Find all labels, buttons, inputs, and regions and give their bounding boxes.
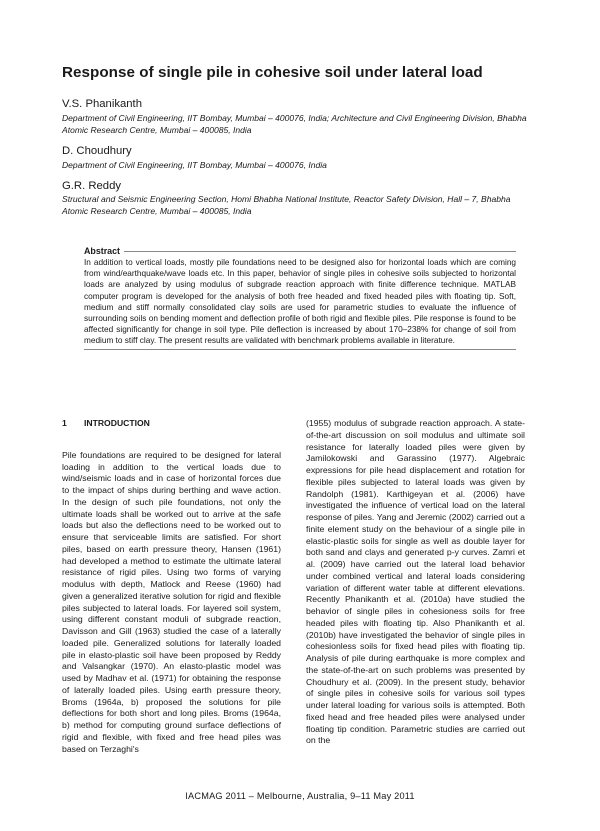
abstract-heading: Abstract <box>84 246 121 256</box>
author-name: G.R. Reddy <box>62 180 122 192</box>
author-affiliation: Department of Civil Engineering, IIT Bombay, Mumbai – 400076, India <box>62 160 327 170</box>
section-heading <box>62 418 281 430</box>
abstract-bottom-rule <box>84 349 516 350</box>
left-column <box>62 416 281 755</box>
author-affiliation: Structural and Seismic Engineering Section, Homi Bhabha National Institute, Reactor Safety Division, Hall – 7, Bhabha Atomic Research Centre, Mumbai – 400085, India <box>62 194 511 216</box>
paper-title: Response of single pile in cohesive soil under lateral load <box>62 64 483 81</box>
section-title: INTRODUCTION <box>84 418 150 428</box>
section-number: 1 <box>62 418 67 428</box>
page-footer: IACMAG 2011 – Melbourne, Australia, 9–11 May 2011 <box>185 791 415 801</box>
body-paragraph: (1955) modulus of subgrade reaction approach. A state-of-the-art discussion on soil modulus and ultimate soil resistance for laterally loaded piles were given by Jamilokowski and Garassino (1977). Algebraic expressions for pile head displacement and rotation for flexible piles subjected to lateral loads was given by Randolph (1981). Karthigeyan et al. (2006) have investigated the influence of vertical load on the lateral response of piles. Yang and Jeremic (2002) carried out a finite element study on the behaviour of a single pile in elastic-plastic soils for single as well as double layer for both sand and clays and generated p-y curves. Zamri et al. (2009) have carried out the lateral load behavior under combined vertical and lateral loads considering variation of different water table at different elevations. Recently Phanikanth et al. (2010a) have studied the behavior of single piles in cohesioness soils for free headed piles with floating tip. Also Phanikanth et al. (2010b) have investigated the behavior of single piles in cohesionless soils for fixed head piles with floating tip. Analysis of pile during earthquake is more complex and the state-of-the-art on such problems was presented by Choudhury et al. (2009). In the present study, behavior of single piles in cohesive soils for various soil types under lateral loading for various soils is attempted. Both fixed head and free headed piles were analysed under floating tip condition. Parametric studies are carried out on the <box>306 418 525 746</box>
right-column <box>306 418 525 747</box>
author-name: D. Choudhury <box>62 145 132 157</box>
abstract-text: In addition to vertical loads, mostly pile foundations need to be designed also for horizontal loads which are coming from wind/earthquake/wave loads etc. In this paper, behavior of single piles in cohesive soils subjected to horizontal loads are analyzed by using modulus of subgrade reaction approach with finite difference technique. MATLAB computer program is developed for the analysis of both free headed and fixed headed piles with floating tip. Soft, medium and stiff normally consolidated clay soils are used for parametric studies to evaluate the influence of surrounding soils on bending moment and deflection profile of both rigid and flexible piles. Pile response is found to be affected significantly for change in soil type. Pile deflection is increased by about 170–238% for change of soil from medium to stiff clay. The present results are validated with benchmark problems available in literature. <box>84 258 516 346</box>
author-affiliation: Department of Civil Engineering, IIT Bombay, Mumbai – 400076, India; Architecture and Civil Engineering Division, Bhabha Atomic Research Centre, Mumbai – 400085, India <box>62 113 527 135</box>
abstract-top-rule <box>124 251 516 252</box>
body-paragraph: Pile foundations are required to be designed for lateral loading in addition to the vertical loads due to wind/seismic loads and in case of horizontal forces due to the impact of ships during berthing and wave action. In the design of such pile foundations, not only the ultimate loads shall be worked out to arrive at the safe loads but also the deflections need to be worked out to ensure that serviceable limits are satisfied. For short piles, based on earth pressure theory, Hansen (1961) had developed a method to estimate the ultimate lateral resistance of rigid piles. Using two forms of varying modulus with depth, Matlock and Reese (1960) had given a generalized iterative solution for rigid and flexible piles subjected to lateral loads. For layered soil system, using different constant moduli of subgrade reaction, Davisson and Gill (1963) studied the case of a laterally loaded pile. Generalized solutions for laterally loaded pile in elasto-plastic soil have been proposed by Reddy and Valsangkar (1970). An elasto-plastic model was used by Madhav et al. (1971) for obtaining the response of laterally loaded piles. Using earth pressure theory, Broms (1964a, b) proposed the solutions for pile deflections for both short and long piles. Broms (1964a, b) method for computing ground surface deflections of rigid and flexible, with fixed and free head piles was based on Terzaghi's <box>62 449 281 754</box>
author-name: V.S. Phanikanth <box>62 98 142 110</box>
abstract-box <box>84 246 516 350</box>
abstract-header <box>84 246 516 257</box>
section-spacer <box>62 430 281 450</box>
